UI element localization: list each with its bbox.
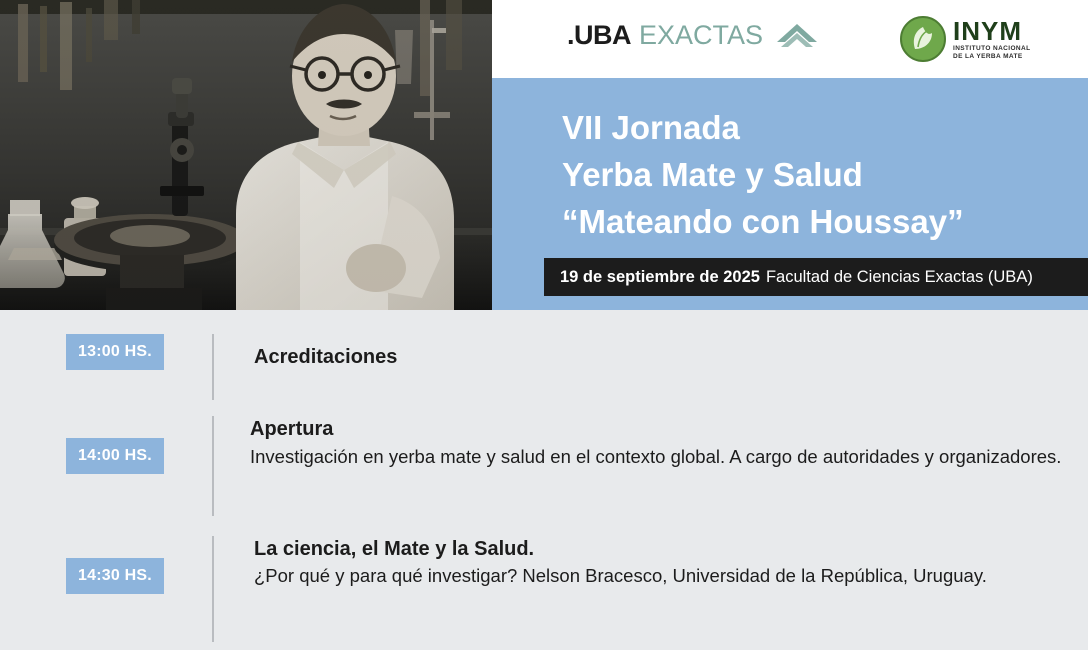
row-content bbox=[214, 416, 1088, 516]
houssay-photo bbox=[0, 0, 492, 310]
time-cell bbox=[0, 536, 212, 642]
event-date: 19 de septiembre de 2025 bbox=[560, 267, 760, 286]
title-line-3: “Mateando con Houssay” bbox=[562, 202, 964, 240]
inym-logo-text bbox=[953, 18, 1031, 60]
logo-bar bbox=[492, 0, 1088, 78]
session-description: Investigación en yerba mate y salud en el contexto global. A cargo de autoridades y organizadores. bbox=[250, 446, 1062, 467]
schedule-list bbox=[0, 310, 1088, 650]
exactas-logo-text: EXACTAS bbox=[639, 20, 764, 50]
title-band bbox=[492, 78, 1088, 310]
title-line-1: VII Jornada bbox=[562, 109, 740, 146]
time-badge: 13:00 HS. bbox=[66, 334, 164, 370]
flyer-header bbox=[0, 0, 1088, 310]
inym-name: INYM bbox=[953, 16, 1022, 46]
event-venue: Facultad de Ciencias Exactas (UBA) bbox=[765, 267, 1033, 286]
schedule-row bbox=[0, 536, 1088, 642]
uba-logo-text: .UBA bbox=[567, 20, 631, 50]
exactas-chevrons-icon bbox=[775, 18, 819, 53]
schedule-row bbox=[0, 416, 1088, 516]
uba-exactas-logo bbox=[567, 18, 819, 53]
session-title: Apertura bbox=[250, 418, 334, 440]
title-line-2: Yerba Mate y Salud bbox=[562, 155, 863, 193]
inym-subtitle-1: INSTITUTO NACIONAL bbox=[953, 45, 1031, 52]
inym-subtitle-2: DE LA YERBA MATE bbox=[953, 52, 1023, 60]
header-right-panel bbox=[492, 0, 1088, 310]
row-content bbox=[214, 334, 1088, 400]
yerba-mate-leaf-icon bbox=[900, 16, 946, 62]
row-content bbox=[214, 536, 1088, 642]
time-badge: 14:30 HS. bbox=[66, 558, 164, 594]
time-cell bbox=[0, 334, 212, 400]
session-description: ¿Por qué y para qué investigar? Nelson Bracesco, Universidad de la República, Uruguay. bbox=[254, 565, 987, 586]
event-title bbox=[562, 105, 1082, 246]
session-title: Acreditaciones bbox=[254, 346, 398, 368]
time-cell bbox=[0, 416, 212, 516]
date-venue-bar bbox=[544, 258, 1088, 296]
session-title: La ciencia, el Mate y la Salud. bbox=[254, 538, 535, 560]
time-badge: 14:00 HS. bbox=[66, 438, 164, 474]
inym-logo bbox=[900, 10, 1060, 68]
schedule-row bbox=[0, 334, 1088, 400]
